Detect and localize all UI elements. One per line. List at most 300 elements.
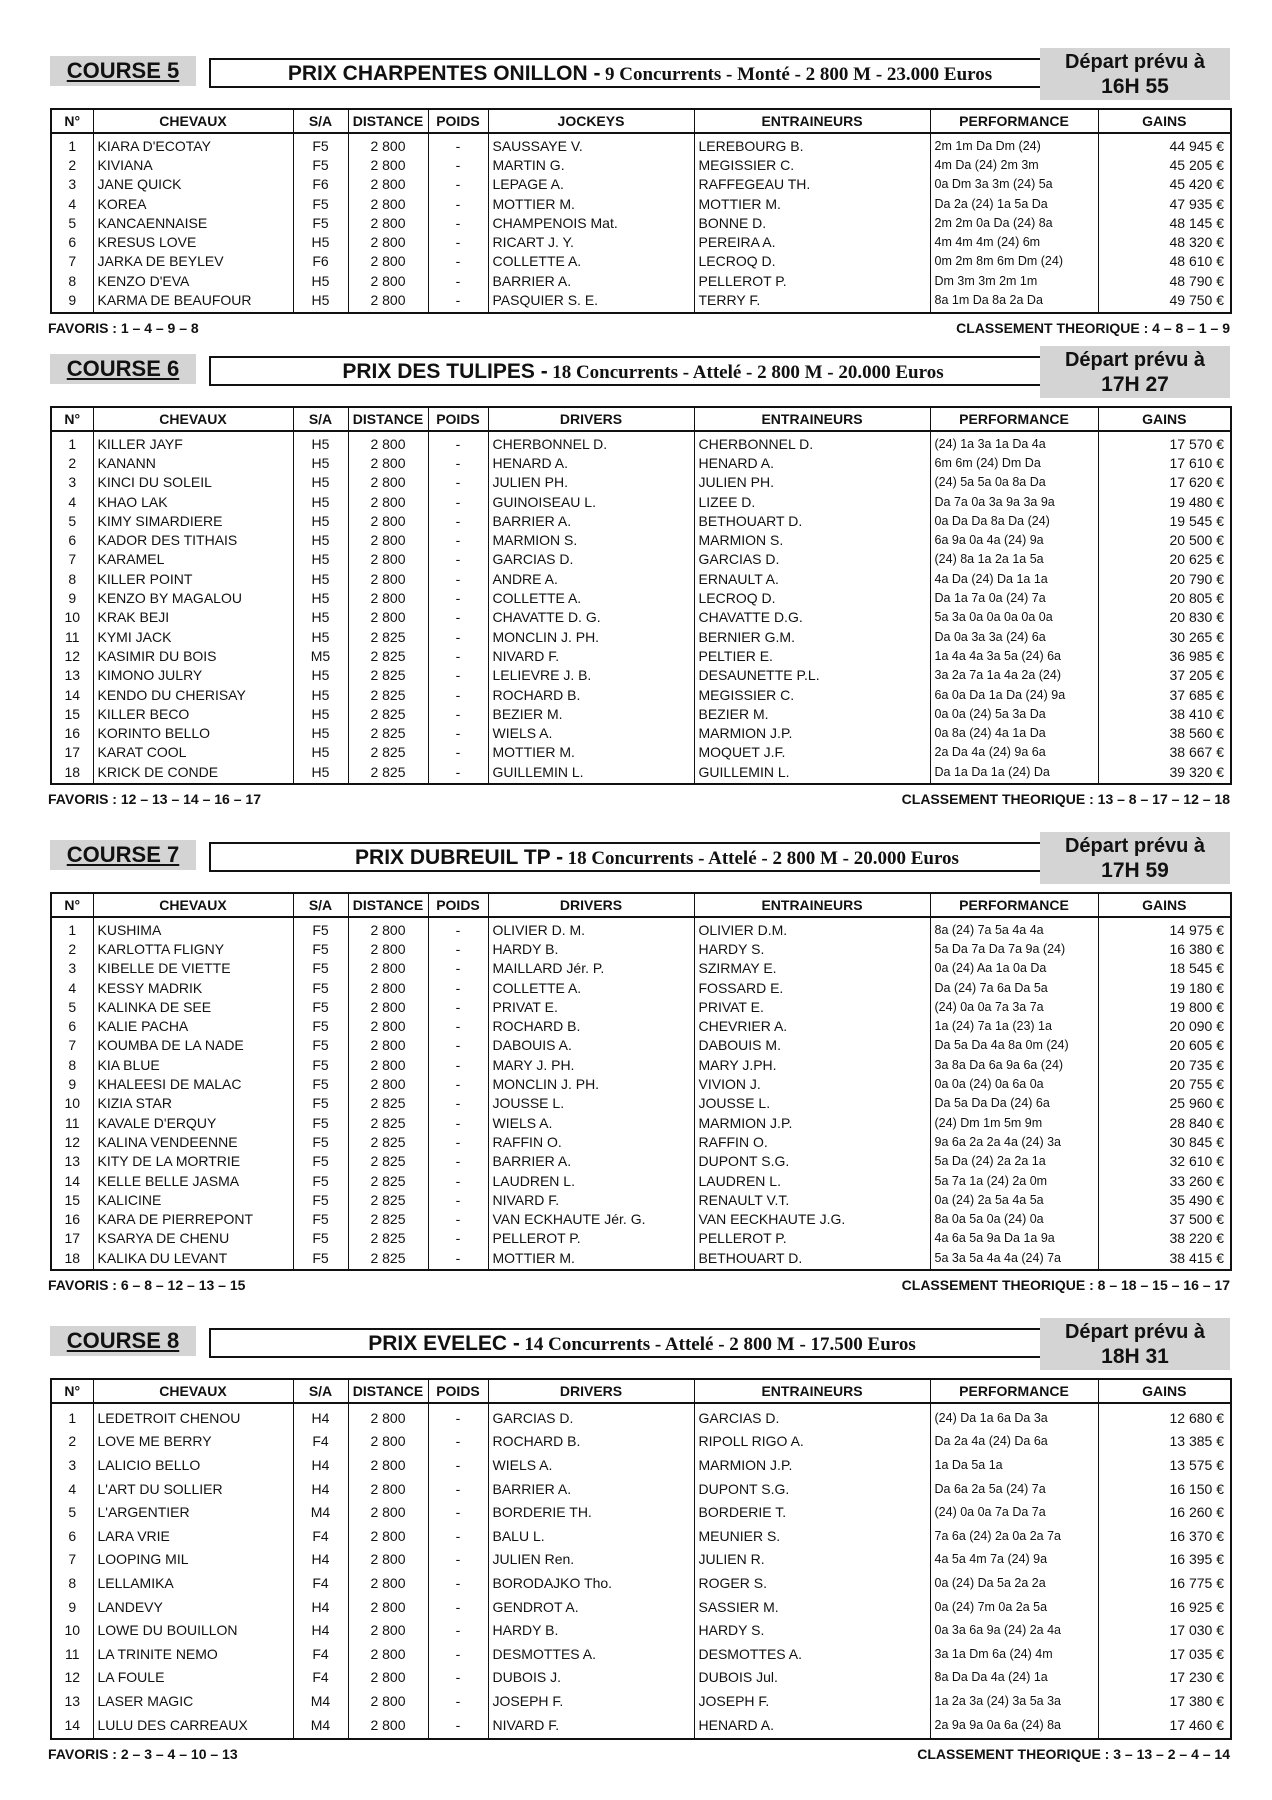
- cell-trainer: ERNAULT A.: [694, 569, 930, 588]
- course-label: COURSE 7: [50, 840, 196, 870]
- cell-number: 6: [51, 232, 93, 251]
- cell-gains: 17 380 €: [1098, 1689, 1231, 1713]
- cell-performance: Da (24) 7a 6a Da 5a: [930, 978, 1098, 997]
- cell-horse: KHALEESI DE MALAC: [93, 1074, 293, 1093]
- table-row: [51, 1713, 1231, 1740]
- cell-sex-age: F5: [293, 213, 348, 232]
- cell-trainer: MARMION J.P.: [694, 723, 930, 742]
- cell-gains: 20 830 €: [1098, 608, 1231, 627]
- cell-trainer: FOSSARD E.: [694, 978, 930, 997]
- cell-horse: KALIKA DU LEVANT: [93, 1248, 293, 1270]
- theoretical-ranking: CLASSEMENT THEORIQUE : 13 – 8 – 17 – 12 – 18: [901, 791, 1230, 808]
- cell-distance: 2 825: [348, 646, 428, 665]
- cell-performance: 0a 0a (24) 0a 6a 0a: [930, 1074, 1098, 1093]
- cell-horse: KASIMIR DU BOIS: [93, 646, 293, 665]
- cell-horse: KHAO LAK: [93, 492, 293, 511]
- cell-gains: 12 680 €: [1098, 1403, 1231, 1430]
- cell-weight: -: [428, 155, 488, 174]
- cell-number: 7: [51, 252, 93, 271]
- cell-trainer: GARCIAS D.: [694, 1403, 930, 1430]
- cell-trainer: LIZEE D.: [694, 492, 930, 511]
- cell-sex-age: H4: [293, 1477, 348, 1501]
- cell-gains: 45 420 €: [1098, 175, 1231, 194]
- table-row: [51, 959, 1231, 978]
- cell-trainer: RENAULT V.T.: [694, 1190, 930, 1209]
- cell-gains: 19 800 €: [1098, 997, 1231, 1016]
- cell-trainer: RIPOLL RIGO A.: [694, 1430, 930, 1454]
- cell-rider: HENARD A.: [488, 453, 694, 472]
- cell-rider: PELLEROT P.: [488, 1229, 694, 1248]
- cell-horse: KANCAENNAISE: [93, 213, 293, 232]
- cell-sex-age: F6: [293, 252, 348, 271]
- cell-performance: (24) Da 1a 6a Da 3a: [930, 1403, 1098, 1430]
- cell-number: 9: [51, 588, 93, 607]
- cell-trainer: PELLEROT P.: [694, 1229, 930, 1248]
- cell-gains: 17 035 €: [1098, 1642, 1231, 1666]
- column-header-gains: GAINS: [1098, 1379, 1231, 1403]
- cell-horse: LA FOULE: [93, 1666, 293, 1690]
- cell-rider: MONCLIN J. PH.: [488, 627, 694, 646]
- cell-number: 4: [51, 1477, 93, 1501]
- cell-number: 9: [51, 1074, 93, 1093]
- cell-rider: JULIEN Ren.: [488, 1548, 694, 1572]
- cell-gains: 18 545 €: [1098, 959, 1231, 978]
- cell-trainer: OLIVIER D.M.: [694, 917, 930, 939]
- table-row: [51, 608, 1231, 627]
- cell-horse: KILLER JAYF: [93, 431, 293, 453]
- cell-distance: 2 825: [348, 743, 428, 762]
- table-row: [51, 1074, 1231, 1093]
- cell-horse: KENDO DU CHERISAY: [93, 685, 293, 704]
- cell-horse: LULU DES CARREAUX: [93, 1713, 293, 1740]
- table-header-row: [51, 893, 1231, 917]
- course-label: COURSE 8: [50, 1326, 196, 1356]
- cell-distance: 2 825: [348, 704, 428, 723]
- cell-horse: KIBELLE DE VIETTE: [93, 959, 293, 978]
- column-header-horse: CHEVAUX: [93, 1379, 293, 1403]
- cell-horse: KRESUS LOVE: [93, 232, 293, 251]
- cell-trainer: LECROQ D.: [694, 252, 930, 271]
- cell-weight: -: [428, 666, 488, 685]
- cell-horse: KORINTO BELLO: [93, 723, 293, 742]
- cell-rider: JOUSSE L.: [488, 1094, 694, 1113]
- cell-distance: 2 800: [348, 1571, 428, 1595]
- cell-horse: KALICINE: [93, 1190, 293, 1209]
- cell-gains: 16 370 €: [1098, 1524, 1231, 1548]
- column-header-gains: GAINS: [1098, 109, 1231, 133]
- cell-distance: 2 800: [348, 550, 428, 569]
- column-header-trainer: ENTRAINEURS: [694, 1379, 930, 1403]
- cell-gains: 17 620 €: [1098, 473, 1231, 492]
- cell-distance: 2 800: [348, 1036, 428, 1055]
- cell-horse: JARKA DE BEYLEV: [93, 252, 293, 271]
- departure-time: 16H 55: [1101, 75, 1169, 98]
- cell-sex-age: H4: [293, 1618, 348, 1642]
- table-row: [51, 1430, 1231, 1454]
- cell-trainer: TERRY F.: [694, 290, 930, 312]
- cell-performance: (24) 1a 3a 1a Da 4a: [930, 431, 1098, 453]
- cell-performance: 4a 5a 4m 7a (24) 9a: [930, 1548, 1098, 1572]
- column-header-sex-age: S/A: [293, 407, 348, 431]
- cell-rider: ROCHARD B.: [488, 685, 694, 704]
- cell-distance: 2 825: [348, 723, 428, 742]
- cell-sex-age: F5: [293, 155, 348, 174]
- cell-rider: BALU L.: [488, 1524, 694, 1548]
- cell-performance: 1a Da 5a 1a: [930, 1453, 1098, 1477]
- cell-performance: 2a 9a 9a 0a 6a (24) 8a: [930, 1713, 1098, 1740]
- cell-number: 3: [51, 1453, 93, 1477]
- cell-rider: ROCHARD B.: [488, 1430, 694, 1454]
- cell-distance: 2 800: [348, 588, 428, 607]
- cell-rider: CHAMPENOIS Mat.: [488, 213, 694, 232]
- cell-weight: -: [428, 232, 488, 251]
- cell-weight: -: [428, 1016, 488, 1035]
- cell-weight: -: [428, 743, 488, 762]
- cell-distance: 2 800: [348, 431, 428, 453]
- cell-horse: KILLER BECO: [93, 704, 293, 723]
- table-row: [51, 1689, 1231, 1713]
- cell-rider: NIVARD F.: [488, 1190, 694, 1209]
- cell-performance: 4m Da (24) 2m 3m: [930, 155, 1098, 174]
- cell-distance: 2 800: [348, 252, 428, 271]
- course-header: [50, 832, 1230, 892]
- cell-weight: -: [428, 588, 488, 607]
- cell-horse: KIZIA STAR: [93, 1094, 293, 1113]
- cell-distance: 2 800: [348, 1689, 428, 1713]
- cell-number: 14: [51, 685, 93, 704]
- column-header-performance: PERFORMANCE: [930, 893, 1098, 917]
- cell-horse: KIVIANA: [93, 155, 293, 174]
- cell-distance: 2 800: [348, 232, 428, 251]
- column-header-sex-age: S/A: [293, 109, 348, 133]
- cell-trainer: RAFFEGEAU TH.: [694, 175, 930, 194]
- cell-gains: 38 220 €: [1098, 1229, 1231, 1248]
- column-header-number: N°: [51, 109, 93, 133]
- column-header-weight: POIDS: [428, 893, 488, 917]
- cell-number: 8: [51, 1055, 93, 1074]
- cell-horse: KALINA VENDEENNE: [93, 1132, 293, 1151]
- cell-sex-age: H5: [293, 666, 348, 685]
- race-title-box: [209, 842, 1105, 872]
- cell-rider: RICART J. Y.: [488, 232, 694, 251]
- cell-gains: 17 030 €: [1098, 1618, 1231, 1642]
- cell-weight: -: [428, 939, 488, 958]
- cell-sex-age: H5: [293, 530, 348, 549]
- cell-sex-age: F5: [293, 1248, 348, 1270]
- race-name: PRIX DUBREUIL TP -: [355, 846, 564, 869]
- cell-trainer: CHERBONNEL D.: [694, 431, 930, 453]
- cell-distance: 2 800: [348, 133, 428, 155]
- cell-gains: 37 500 €: [1098, 1209, 1231, 1228]
- cell-sex-age: F5: [293, 1190, 348, 1209]
- table-row: [51, 232, 1231, 251]
- cell-weight: -: [428, 194, 488, 213]
- favorites: FAVORIS : 12 – 13 – 14 – 16 – 17: [48, 791, 261, 808]
- cell-sex-age: F5: [293, 133, 348, 155]
- cell-distance: 2 800: [348, 1524, 428, 1548]
- cell-number: 1: [51, 1403, 93, 1430]
- cell-gains: 19 180 €: [1098, 978, 1231, 997]
- column-header-sex-age: S/A: [293, 1379, 348, 1403]
- cell-trainer: LEREBOURG B.: [694, 133, 930, 155]
- cell-horse: L'ARGENTIER: [93, 1500, 293, 1524]
- cell-number: 11: [51, 1642, 93, 1666]
- cell-performance: 5a Da (24) 2a 2a 1a: [930, 1152, 1098, 1171]
- theoretical-ranking: CLASSEMENT THEORIQUE : 3 – 13 – 2 – 4 – 14: [917, 1746, 1230, 1763]
- cell-sex-age: F5: [293, 1113, 348, 1132]
- cell-rider: NIVARD F.: [488, 1713, 694, 1740]
- race-name: PRIX EVELEC -: [368, 1332, 520, 1355]
- cell-weight: -: [428, 1689, 488, 1713]
- column-header-horse: CHEVAUX: [93, 893, 293, 917]
- cell-horse: KARAMEL: [93, 550, 293, 569]
- cell-performance: 0a 3a 6a 9a (24) 2a 4a: [930, 1618, 1098, 1642]
- course-label: COURSE 5: [50, 56, 196, 86]
- cell-gains: 17 570 €: [1098, 431, 1231, 453]
- cell-number: 7: [51, 1036, 93, 1055]
- cell-number: 7: [51, 1548, 93, 1572]
- cell-weight: -: [428, 1403, 488, 1430]
- cell-distance: 2 825: [348, 762, 428, 784]
- cell-performance: 4a 6a 5a 9a Da 1a 9a: [930, 1229, 1098, 1248]
- column-header-performance: PERFORMANCE: [930, 407, 1098, 431]
- cell-sex-age: H5: [293, 492, 348, 511]
- course-footer: [50, 1746, 1230, 1768]
- cell-sex-age: M5: [293, 646, 348, 665]
- cell-gains: 33 260 €: [1098, 1171, 1231, 1190]
- cell-sex-age: F4: [293, 1666, 348, 1690]
- cell-trainer: GARCIAS D.: [694, 550, 930, 569]
- cell-gains: 16 260 €: [1098, 1500, 1231, 1524]
- cell-horse: KALINKA DE SEE: [93, 997, 293, 1016]
- cell-sex-age: F5: [293, 1055, 348, 1074]
- cell-sex-age: F4: [293, 1430, 348, 1454]
- cell-trainer: JULIEN PH.: [694, 473, 930, 492]
- cell-sex-age: F5: [293, 1074, 348, 1093]
- cell-distance: 2 800: [348, 492, 428, 511]
- cell-sex-age: H4: [293, 1595, 348, 1619]
- table-row: [51, 1152, 1231, 1171]
- cell-rider: BARRIER A.: [488, 511, 694, 530]
- cell-performance: Da 5a Da Da (24) 6a: [930, 1094, 1098, 1113]
- cell-sex-age: H5: [293, 453, 348, 472]
- cell-gains: 37 205 €: [1098, 666, 1231, 685]
- cell-performance: 0a (24) Da 5a 2a 2a: [930, 1571, 1098, 1595]
- cell-trainer: DESMOTTES A.: [694, 1642, 930, 1666]
- table-row: [51, 133, 1231, 155]
- cell-gains: 45 205 €: [1098, 155, 1231, 174]
- course-section: [50, 1318, 1230, 1768]
- cell-performance: 8a Da Da 4a (24) 1a: [930, 1666, 1098, 1690]
- cell-distance: 2 825: [348, 666, 428, 685]
- cell-gains: 16 150 €: [1098, 1477, 1231, 1501]
- cell-distance: 2 800: [348, 1595, 428, 1619]
- theoretical-ranking: CLASSEMENT THEORIQUE : 4 – 8 – 1 – 9: [956, 319, 1230, 336]
- departure-box: [1040, 1318, 1230, 1370]
- cell-trainer: MEGISSIER C.: [694, 155, 930, 174]
- cell-rider: WIELS A.: [488, 723, 694, 742]
- cell-weight: -: [428, 959, 488, 978]
- cell-horse: KILLER POINT: [93, 569, 293, 588]
- cell-number: 4: [51, 492, 93, 511]
- cell-rider: BARRIER A.: [488, 271, 694, 290]
- cell-weight: -: [428, 1132, 488, 1151]
- cell-horse: KIA BLUE: [93, 1055, 293, 1074]
- table-row: [51, 175, 1231, 194]
- cell-weight: -: [428, 627, 488, 646]
- table-row: [51, 1094, 1231, 1113]
- cell-sex-age: H5: [293, 627, 348, 646]
- course-header: [50, 346, 1230, 406]
- cell-trainer: VAN EECKHAUTE J.G.: [694, 1209, 930, 1228]
- cell-rider: BARRIER A.: [488, 1477, 694, 1501]
- cell-gains: 17 230 €: [1098, 1666, 1231, 1690]
- cell-rider: MARMION S.: [488, 530, 694, 549]
- cell-rider: CHERBONNEL D.: [488, 431, 694, 453]
- race-details: 9 Concurrents - Monté - 2 800 M - 23.000 Euros: [604, 64, 993, 85]
- cell-sex-age: F5: [293, 1152, 348, 1171]
- cell-trainer: MARMION J.P.: [694, 1453, 930, 1477]
- cell-number: 14: [51, 1713, 93, 1740]
- cell-performance: 0a 0a (24) 5a 3a Da: [930, 704, 1098, 723]
- cell-trainer: MEUNIER S.: [694, 1524, 930, 1548]
- table-row: [51, 1548, 1231, 1572]
- column-header-weight: POIDS: [428, 109, 488, 133]
- cell-performance: 2m 2m 0a Da (24) 8a: [930, 213, 1098, 232]
- cell-number: 9: [51, 290, 93, 312]
- cell-trainer: HARDY S.: [694, 1618, 930, 1642]
- cell-number: 4: [51, 978, 93, 997]
- cell-number: 8: [51, 569, 93, 588]
- runners-table: [50, 406, 1232, 785]
- cell-performance: 3a 1a Dm 6a (24) 4m: [930, 1642, 1098, 1666]
- column-header-performance: PERFORMANCE: [930, 1379, 1098, 1403]
- cell-distance: 2 800: [348, 194, 428, 213]
- cell-gains: 16 395 €: [1098, 1548, 1231, 1572]
- cell-rider: GUINOISEAU L.: [488, 492, 694, 511]
- cell-horse: KENZO BY MAGALOU: [93, 588, 293, 607]
- cell-distance: 2 825: [348, 1248, 428, 1270]
- column-header-number: N°: [51, 893, 93, 917]
- cell-performance: 1a (24) 7a 1a (23) 1a: [930, 1016, 1098, 1035]
- table-row: [51, 213, 1231, 232]
- table-row: [51, 252, 1231, 271]
- cell-number: 2: [51, 1430, 93, 1454]
- column-header-trainer: ENTRAINEURS: [694, 109, 930, 133]
- cell-rider: MAILLARD Jér. P.: [488, 959, 694, 978]
- cell-weight: -: [428, 569, 488, 588]
- cell-trainer: JOSEPH F.: [694, 1689, 930, 1713]
- course-header: [50, 1318, 1230, 1378]
- cell-distance: 2 800: [348, 175, 428, 194]
- cell-distance: 2 825: [348, 1113, 428, 1132]
- race-name: PRIX CHARPENTES ONILLON -: [287, 62, 601, 85]
- cell-performance: Da 5a Da 4a 8a 0m (24): [930, 1036, 1098, 1055]
- cell-performance: 0a (24) 2a 5a 4a 5a: [930, 1190, 1098, 1209]
- cell-performance: 5a 3a 5a 4a 4a (24) 7a: [930, 1248, 1098, 1270]
- cell-horse: KIMONO JULRY: [93, 666, 293, 685]
- cell-gains: 20 755 €: [1098, 1074, 1231, 1093]
- cell-gains: 14 975 €: [1098, 917, 1231, 939]
- cell-distance: 2 800: [348, 1666, 428, 1690]
- cell-distance: 2 825: [348, 1152, 428, 1171]
- cell-performance: 0a (24) Aa 1a 0a Da: [930, 959, 1098, 978]
- cell-rider: BORDERIE TH.: [488, 1500, 694, 1524]
- cell-performance: Dm 3m 3m 2m 1m: [930, 271, 1098, 290]
- column-header-horse: CHEVAUX: [93, 109, 293, 133]
- cell-gains: 20 500 €: [1098, 530, 1231, 549]
- table-row: [51, 492, 1231, 511]
- departure-box: [1040, 832, 1230, 884]
- cell-gains: 19 480 €: [1098, 492, 1231, 511]
- cell-sex-age: F5: [293, 939, 348, 958]
- cell-rider: MOTTIER M.: [488, 1248, 694, 1270]
- cell-gains: 48 610 €: [1098, 252, 1231, 271]
- cell-trainer: PRIVAT E.: [694, 997, 930, 1016]
- cell-weight: -: [428, 608, 488, 627]
- table-row: [51, 762, 1231, 784]
- cell-trainer: HARDY S.: [694, 939, 930, 958]
- cell-distance: 2 825: [348, 1132, 428, 1151]
- cell-sex-age: H5: [293, 473, 348, 492]
- cell-gains: 38 667 €: [1098, 743, 1231, 762]
- cell-sex-age: F5: [293, 1036, 348, 1055]
- cell-horse: KUSHIMA: [93, 917, 293, 939]
- cell-sex-age: F5: [293, 917, 348, 939]
- column-header-distance: DISTANCE: [348, 407, 428, 431]
- cell-horse: LEDETROIT CHENOU: [93, 1403, 293, 1430]
- departure-time: 17H 27: [1101, 373, 1169, 396]
- cell-number: 5: [51, 511, 93, 530]
- cell-weight: -: [428, 175, 488, 194]
- column-header-rider: JOCKEYS: [488, 109, 694, 133]
- table-row: [51, 588, 1231, 607]
- cell-rider: WIELS A.: [488, 1113, 694, 1132]
- cell-number: 13: [51, 1152, 93, 1171]
- cell-trainer: MARMION S.: [694, 530, 930, 549]
- cell-rider: MOTTIER M.: [488, 194, 694, 213]
- column-header-rider: DRIVERS: [488, 407, 694, 431]
- cell-rider: ROCHARD B.: [488, 1016, 694, 1035]
- cell-trainer: CHAVATTE D.G.: [694, 608, 930, 627]
- cell-gains: 17 460 €: [1098, 1713, 1231, 1740]
- cell-number: 6: [51, 1016, 93, 1035]
- cell-gains: 20 805 €: [1098, 588, 1231, 607]
- cell-horse: KANANN: [93, 453, 293, 472]
- cell-rider: LELIEVRE J. B.: [488, 666, 694, 685]
- cell-horse: KOREA: [93, 194, 293, 213]
- cell-weight: -: [428, 1430, 488, 1454]
- cell-gains: 38 415 €: [1098, 1248, 1231, 1270]
- cell-number: 10: [51, 608, 93, 627]
- cell-weight: -: [428, 917, 488, 939]
- table-row: [51, 1477, 1231, 1501]
- race-details: 18 Concurrents - Attelé - 2 800 M - 20.000 Euros: [567, 848, 959, 869]
- table-row: [51, 1132, 1231, 1151]
- cell-performance: 6m 6m (24) Dm Da: [930, 453, 1098, 472]
- cell-rider: HARDY B.: [488, 939, 694, 958]
- cell-rider: RAFFIN O.: [488, 1132, 694, 1151]
- cell-weight: -: [428, 1113, 488, 1132]
- cell-performance: 5a Da 7a Da 7a 9a (24): [930, 939, 1098, 958]
- cell-rider: LAUDREN L.: [488, 1171, 694, 1190]
- cell-distance: 2 825: [348, 685, 428, 704]
- cell-weight: -: [428, 252, 488, 271]
- cell-gains: 38 410 €: [1098, 704, 1231, 723]
- cell-number: 13: [51, 1689, 93, 1713]
- race-details: 18 Concurrents - Attelé - 2 800 M - 20.000 Euros: [552, 362, 944, 383]
- runners-table: [50, 892, 1232, 1271]
